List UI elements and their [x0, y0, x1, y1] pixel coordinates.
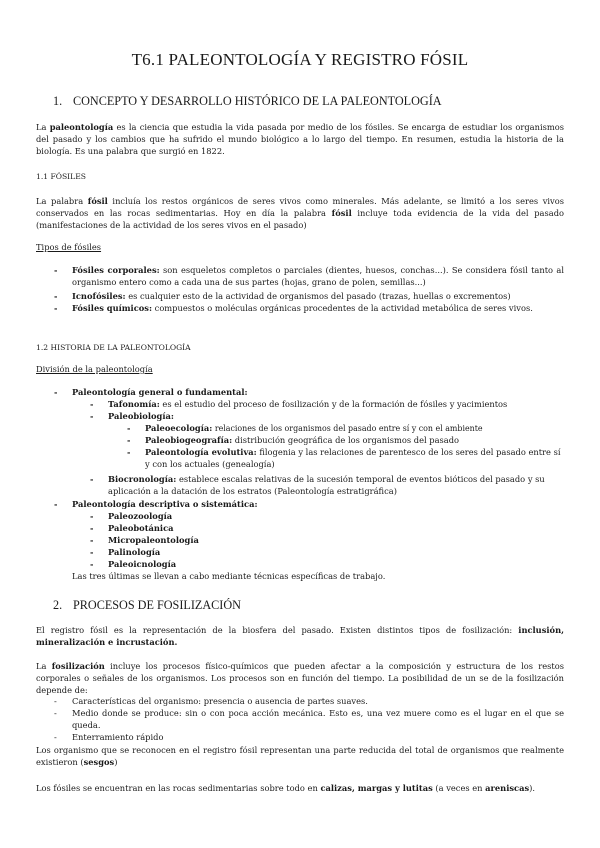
term: Paleobotánica: [108, 523, 174, 533]
item-paleobiogeografia: [145, 435, 564, 447]
section-1-heading: [53, 94, 442, 109]
intro-paragraph: [36, 121, 564, 157]
dash-bullet: -: [54, 387, 58, 397]
tipo-item: [72, 303, 564, 315]
tipo-item: [72, 265, 564, 288]
subheading-historia: 1.2 HISTORIA DE LA PALEONTOLOGÍA: [36, 343, 191, 352]
text: El registro fósil es la representación de la biosfera del pasado. Existen distintos tipos de fosilización:: [36, 625, 519, 635]
item-descriptiva: [108, 559, 176, 571]
dash-bullet: -: [90, 411, 94, 421]
dash-bullet: -: [54, 708, 57, 718]
text: La palabra: [36, 196, 88, 206]
term-fosilizacion: fosilización: [51, 661, 105, 671]
text: son esqueletos completos o parciales (dientes, huesos, conchas...). Se considera fósil tanto al organismo entero como a cada una de sus partes (hojas, grano de polen, semillas...): [72, 265, 564, 287]
sesgos-paragraph: [36, 744, 564, 768]
item-evolutiva: [145, 447, 564, 470]
text: La: [36, 122, 50, 132]
item-descriptiva: [108, 547, 160, 559]
dash-bullet: -: [54, 732, 57, 742]
term: Paleontología general o fundamental:: [72, 387, 248, 397]
term: Fósiles corporales:: [72, 265, 160, 275]
dash-bullet: -: [127, 435, 131, 445]
text: (a veces en: [432, 783, 486, 793]
fosil-paragraph: [36, 195, 564, 231]
term: Fósiles químicos:: [72, 303, 153, 313]
item-descriptiva: [108, 535, 199, 547]
item-descriptiva: [108, 523, 174, 535]
term: Icnofósiles:: [72, 291, 126, 301]
dash-bullet: -: [54, 696, 57, 706]
tipo-item: [72, 291, 564, 303]
term: Paleoecología:: [145, 423, 213, 433]
term: Palinología: [108, 547, 161, 557]
dash-bullet: -: [54, 499, 58, 509]
division-descriptiva: [72, 499, 258, 511]
dash-bullet: -: [54, 265, 58, 275]
fosilizacion-paragraph: [36, 660, 564, 696]
descriptiva-note: Las tres últimas se llevan a cabo mediante técnicas específicas de trabajo.: [72, 571, 386, 581]
term: Paleoicnología: [108, 559, 177, 569]
dash-bullet: -: [90, 559, 94, 569]
term: Paleobiología:: [108, 411, 174, 421]
text: incluye toda evidencia de la vida del pasado (manifestaciones de la actividad de los seres vivos en el pasado): [36, 208, 564, 230]
factor-item: Enterramiento rápido: [72, 732, 164, 742]
dash-bullet: -: [90, 511, 94, 521]
registro-paragraph: [36, 624, 564, 648]
subheading-fosiles: 1.1 FÓSILES: [36, 172, 86, 181]
term: Tafonomía:: [108, 399, 160, 409]
text: ).: [529, 783, 536, 793]
item-paleoecologia: [145, 423, 564, 435]
term: Paleontología descriptiva o sistemática:: [72, 499, 258, 509]
section-2-number: 2.: [53, 598, 63, 612]
item-descriptiva: [108, 511, 172, 523]
term-areniscas: areniscas: [485, 783, 530, 793]
text: Los organismo que se reconocen en el registro fósil representan una parte reducida del total de organismos que realmente existieron (: [36, 745, 564, 767]
dash-bullet: -: [90, 535, 94, 545]
text: distribución geográfica de los organismos del pasado: [232, 435, 460, 445]
item-paleobiologia: [108, 411, 174, 423]
text: Los fósiles se encuentran en las rocas sedimentarias sobre todo en: [36, 783, 321, 793]
dash-bullet: -: [54, 303, 58, 313]
dash-bullet: -: [90, 547, 94, 557]
term: Paleontología evolutiva:: [145, 447, 257, 457]
term: Paleobiogeografía:: [145, 435, 233, 445]
text: relaciones de los organismos del pasado entre sí y con el ambiente: [212, 424, 483, 433]
text: filogenia y las relaciones de parentesco de los seres del pasado entre sí y con los actuales (genealogía): [145, 447, 561, 469]
term-paleontologia: paleontología: [49, 122, 114, 132]
text: ): [114, 757, 118, 767]
text: es el estudio del proceso de fosilización y de la formación de fósiles y yacimientos: [159, 399, 508, 409]
text: es la ciencia que estudia la vida pasada por medio de los fósiles. Se encarga de estudiar los organismos del pasado y los cambios que ha sufrido el mundo biológico a lo largo del tiempo. En resumen, estudia la historia de la biología. Es una palabra que surgió en 1822.: [36, 122, 564, 156]
term: Paleozoología: [108, 511, 173, 521]
item-biocronologia: [108, 474, 564, 497]
text: es cualquier esto de la actividad de organismos del pasado (trazas, huellas o excrementos): [125, 291, 511, 301]
term-rocas: calizas, margas y lutitas: [320, 783, 433, 793]
rocas-paragraph: [36, 782, 564, 794]
tipos-heading: Tipos de fósiles: [36, 242, 102, 252]
text: compuestos o moléculas orgánicas procedentes de la actividad metabólica de seres vivos.: [152, 303, 533, 313]
document-title: T6.1 PALEONTOLOGÍA Y REGISTRO FÓSIL: [131, 50, 469, 69]
term: Micropaleontología: [108, 535, 199, 545]
factor-item: Medio donde se produce: sin o con poca acción mecánica. Esto es, una vez muere como es el lugar en el que se queda.: [72, 708, 564, 730]
section-2-title: PROCESOS DE FOSILIZACIÓN: [73, 598, 241, 612]
dash-bullet: -: [90, 474, 94, 484]
division-general: [72, 387, 248, 399]
division-heading: División de la paleontología: [36, 364, 153, 374]
section-1-title: CONCEPTO Y DESARROLLO HISTÓRICO DE LA PALEONTOLOGÍA: [73, 94, 442, 108]
term-fosil: fósil: [87, 196, 108, 206]
dash-bullet: -: [90, 399, 94, 409]
text: La: [36, 661, 52, 671]
factor-item: Características del organismo: presencia o ausencia de partes suaves.: [72, 696, 368, 706]
text: incluía los restos orgánicos de seres vivos como minerales. Más adelante, se limitó a los seres vivos conservados en las rocas sedimentarias. Hoy en día la palabra: [36, 196, 564, 218]
dash-bullet: -: [90, 523, 94, 533]
dash-bullet: -: [54, 291, 58, 301]
item-tafonomia: [108, 399, 564, 411]
section-2-heading: [53, 598, 241, 613]
term-sesgos: sesgos: [83, 757, 115, 767]
dash-bullet: -: [127, 423, 131, 433]
term-fosil: fósil: [331, 208, 352, 218]
term: Biocronología:: [108, 474, 177, 484]
text: establece escalas relativas de la sucesión temporal de eventos bióticos del pasado y su aplicación a la datación de los estratos (Paleontología estratigráfica): [108, 474, 545, 496]
dash-bullet: -: [127, 447, 131, 457]
section-1-number: 1.: [53, 94, 63, 108]
text: incluye los procesos físico-químicos que pueden afectar a la composición y estructura de los restos corporales o señales de los organismos. Los procesos son en función del tiempo. La posibilidad de un se de la fosilización depende de:: [36, 661, 564, 695]
term-tipos: inclusión, mineralización e incrustación.: [36, 625, 564, 647]
